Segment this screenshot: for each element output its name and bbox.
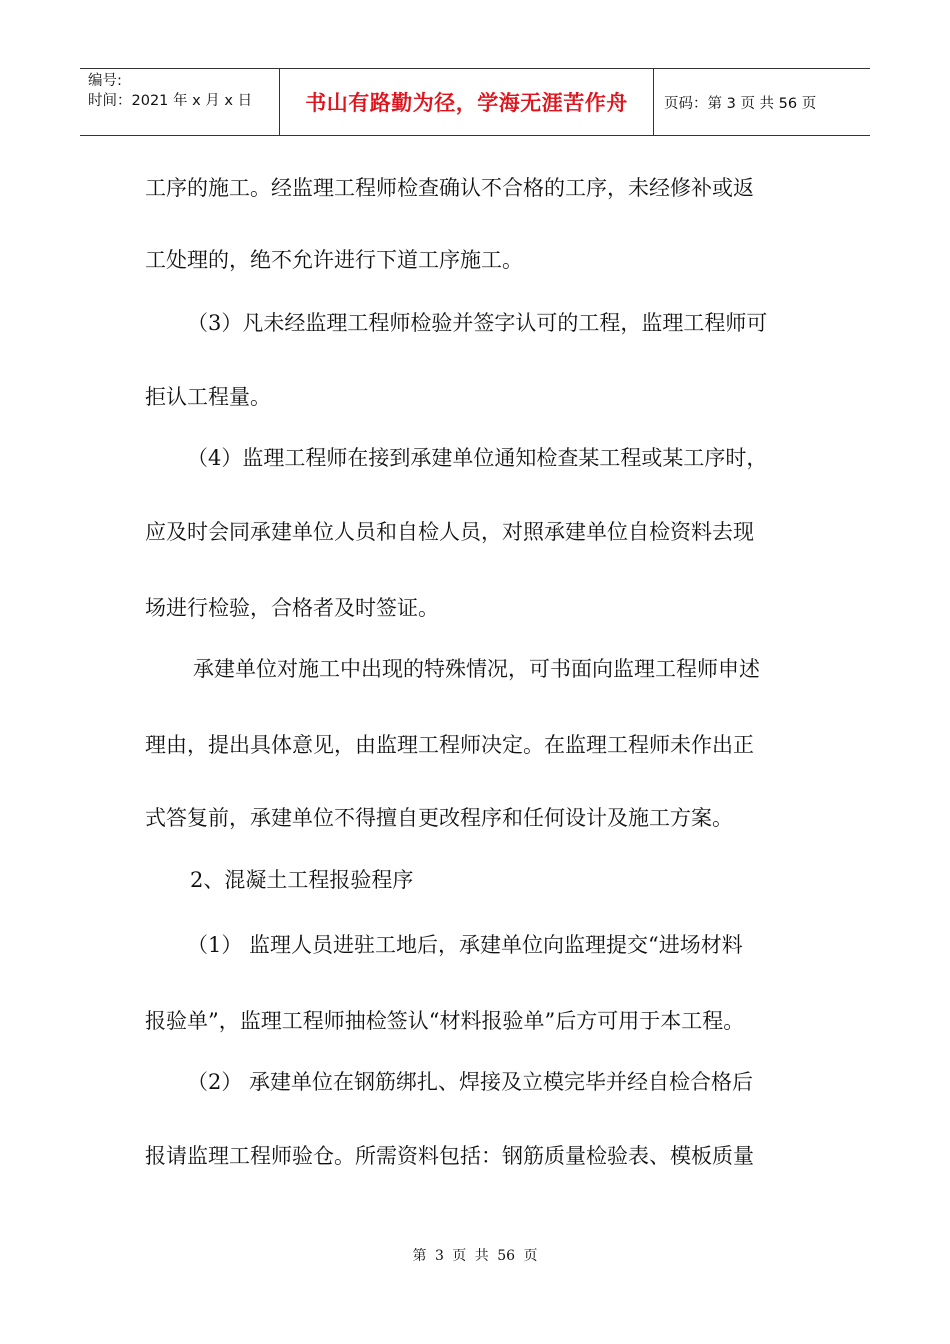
- body-line: 场进行检验，合格者及时签证。: [145, 596, 439, 620]
- document-number-label: 编号:: [88, 73, 122, 89]
- body-line: （3）凡未经监理工程师检验并签字认可的工程，监理工程师可: [187, 311, 768, 335]
- page-header: [80, 68, 870, 136]
- body-line: 工处理的，绝不允许进行下道工序施工。: [145, 248, 523, 272]
- body-line: 报验单”，监理工程师抽检签认“材料报验单”后方可用于本工程。: [145, 1009, 745, 1033]
- header-meta-cell: [80, 69, 280, 135]
- body-line: （4）监理工程师在接到承建单位通知检查某工程或某工序时，: [187, 446, 768, 470]
- body-line: 工序的施工。经监理工程师检查确认不合格的工序，未经修补或返: [145, 176, 754, 200]
- body-line: （1） 监理人员进驻工地后，承建单位向监理提交“进场材料: [187, 933, 743, 957]
- body-line: （2） 承建单位在钢筋绑扎、焊接及立模完毕并经自检合格后: [187, 1070, 754, 1094]
- body-line: 应及时会同承建单位人员和自检人员，对照承建单位自检资料去现: [145, 520, 754, 544]
- header-page-info: 页码：第 3 页 共 56 页: [664, 95, 817, 112]
- body-line: 报请监理工程师验仓。所需资料包括：钢筋质量检验表、模板质量: [145, 1144, 754, 1168]
- body-line: 承建单位对施工中出现的特殊情况，可书面向监理工程师申述: [193, 657, 760, 681]
- document-date-label: 时间：2021 年 x 月 x 日: [88, 93, 253, 109]
- page-footer: 第 3 页 共 56 页: [412, 1248, 538, 1264]
- body-line: 式答复前，承建单位不得擅自更改程序和任何设计及施工方案。: [145, 806, 733, 830]
- body-line: 拒认工程量。: [145, 385, 271, 409]
- body-line: 2、混凝土工程报验程序: [190, 868, 414, 892]
- header-motto: 书山有路勤为径，学海无涯苦作舟: [280, 69, 654, 135]
- body-line: 理由，提出具体意见，由监理工程师决定。在监理工程师未作出正: [145, 733, 754, 757]
